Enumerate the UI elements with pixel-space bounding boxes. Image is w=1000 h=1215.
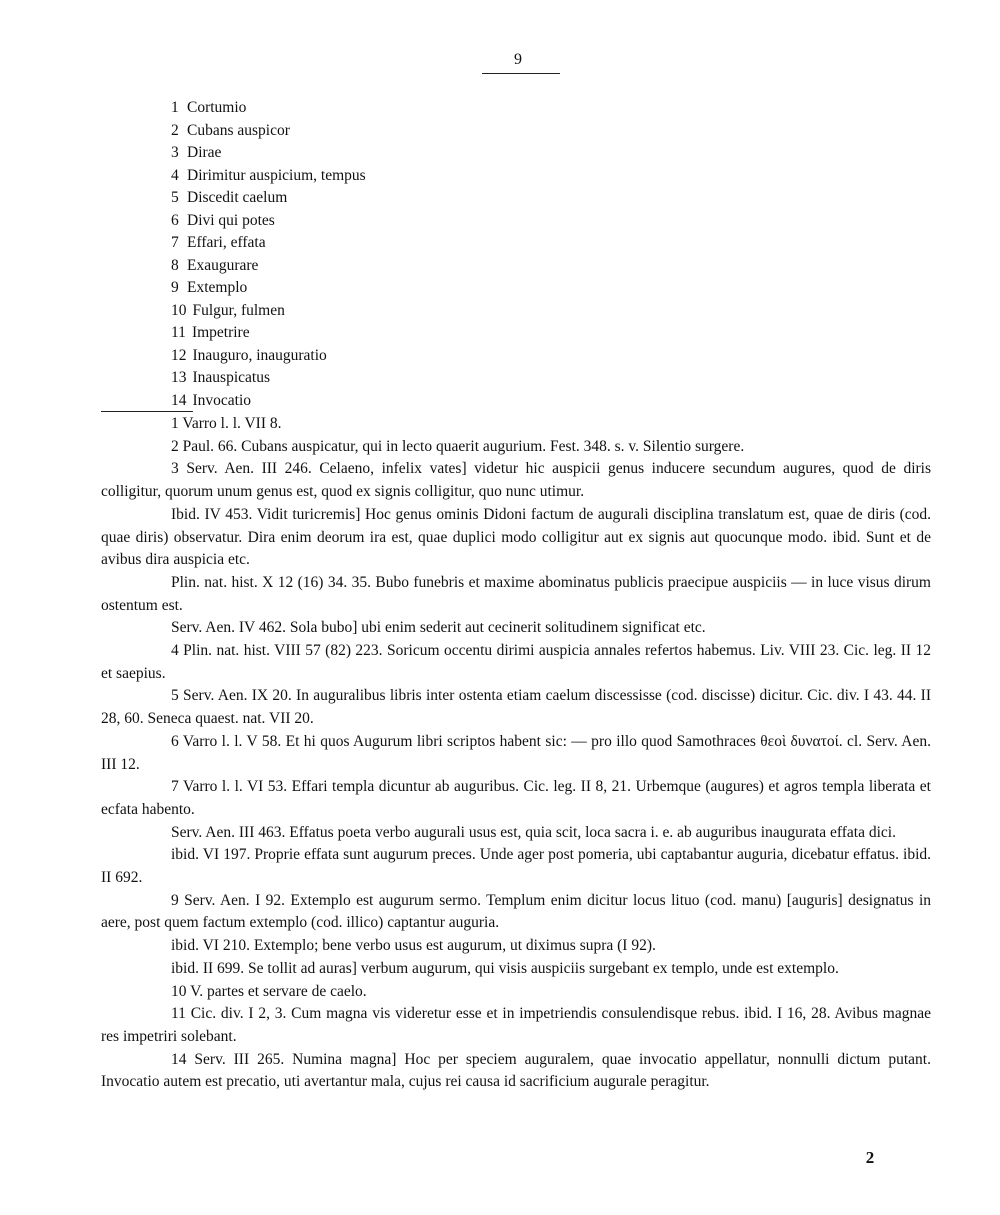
- index-entry: [171, 277, 591, 300]
- index-entry-term: Discedit caelum: [187, 189, 288, 206]
- footnote-paragraph: 2 Paul. 66. Cubans auspicatur, qui in lecto quaerit augurium. Fest. 348. s. v. Silentio surgere.: [171, 437, 745, 455]
- footnote-paragraph: Ibid. IV 453. Vidit turicremis] Hoc genus ominis Didoni factum de augurali disciplina translatum est, quae de diris (cod. quae diris) observatur. Dira enim deorum ira est, quae duplici modo colligitur aut ex signis aut quocunque modo. ibid. Sunt et de avibus dira auspicia etc.: [101, 505, 931, 569]
- index-entry: [171, 165, 591, 188]
- index-entry: [171, 322, 591, 345]
- index-entry: [171, 345, 591, 368]
- index-entry-number: 2: [171, 121, 179, 139]
- index-entry-term: Dirae: [187, 144, 222, 161]
- index-entry-number: 3: [171, 144, 179, 161]
- index-entry: [171, 210, 591, 233]
- index-entry-term: Inauspicatus: [192, 369, 270, 386]
- footnote-paragraph: ibid. VI 197. Proprie effata sunt augurum preces. Unde ager post pomeria, ubi captabantur auguria, dicebatur effatus. ibid. II 692.: [101, 846, 931, 887]
- index-entry-number: 10: [171, 301, 187, 319]
- index-entry-number: 8: [171, 256, 179, 274]
- index-entry: [171, 390, 591, 413]
- index-entry: [171, 120, 591, 143]
- footnote-paragraph: 14 Serv. III 265. Numina magna] Hoc per speciem auguralem, quae invocatio appellatur, nonnulli dictum putant. Invocatio autem est precatio, uti avertantur mala, cujus rei causa id sacrificium augurale peragitur.: [101, 1050, 931, 1091]
- index-entry-number: 11: [171, 324, 186, 341]
- footnote-paragraph: Serv. Aen. IV 462. Sola bubo] ubi enim sederit aut cecinerit solitudinem significat etc.: [171, 619, 706, 637]
- index-entry-term: Cubans auspicor: [187, 121, 290, 139]
- index-entry-term: Cortumio: [187, 99, 247, 116]
- index-entry: [171, 367, 591, 390]
- index-entry: [171, 232, 591, 255]
- index-entry-number: 7: [171, 234, 179, 251]
- index-entry-term: Extemplo: [187, 279, 248, 296]
- footnote-separator: [101, 411, 193, 412]
- footnote-paragraph: 10 V. partes et servare de caelo.: [171, 982, 367, 1000]
- footnote-paragraph: 11 Cic. div. I 2, 3. Cum magna vis videretur esse et in impetriendis consulendisque rebus. ibid. I 16, 28. Avibus magnae res impetriri solebant.: [101, 1005, 931, 1045]
- index-entry: [171, 255, 591, 278]
- footnote-paragraph: ibid. II 699. Se tollit ad auras] verbum augurum, qui visis auspiciis surgebant ex templo, unde est extemplo.: [171, 959, 839, 977]
- footnote-paragraph: 7 Varro l. l. VI 53. Effari templa dicuntur ab auguribus. Cic. leg. II 8, 21. Urbemque (augures) et agros templa liberata et ecfata habento.: [101, 778, 931, 818]
- footnote-paragraph: 9 Serv. Aen. I 92. Extemplo est augurum sermo. Templum enim dicitur locus lituo (cod. manu) [auguris] designatus in aere, post quem factum extemplo (cod. illico) captantur auguria.: [101, 891, 931, 932]
- footnote-paragraph: ibid. VI 210. Extemplo; bene verbo usus est augurum, ut diximus supra (I 92).: [171, 937, 656, 955]
- index-entry-number: 13: [171, 369, 187, 386]
- index-entry: [171, 187, 591, 210]
- footnote-paragraph: 6 Varro l. l. V 58. Et hi quos Augurum libri scriptos habent sic: — pro illo quod Samothraces θεοὶ δυνατοί. cl. Serv. Aen. III 12.: [101, 732, 931, 773]
- index-entry-term: Dirimitur auspicium, tempus: [187, 166, 366, 184]
- index-entry-term: Invocatio: [192, 391, 252, 409]
- term-index-list: [171, 97, 591, 412]
- index-entry-number: 1: [171, 99, 179, 116]
- page-number: 9: [514, 51, 522, 68]
- footnote-paragraph: 5 Serv. Aen. IX 20. In auguralibus libris inter ostenta etiam caelum discessisse (cod. discisse) dicitur. Cic. div. I 43. 44. II 28, 60. Seneca quaest. nat. VII 20.: [101, 687, 931, 728]
- footnote-paragraph: 1 Varro l. l. VII 8.: [171, 415, 282, 432]
- index-entry: [171, 142, 591, 165]
- index-entry-term: Exaugurare: [187, 256, 259, 274]
- index-entry: [171, 300, 591, 323]
- index-entry-number: 9: [171, 279, 179, 296]
- footnote-paragraph: 3 Serv. Aen. III 246. Celaeno, infelix vates] videtur hic auspicii genus inducere secundum augures, quod de diris colligitur, quorum unum genus est, quod ex signis colligitur, quo nunc utimur.: [101, 460, 931, 501]
- index-entry-number: 5: [171, 189, 179, 206]
- index-entry-term: Impetrire: [191, 324, 250, 341]
- index-entry-number: 4: [171, 166, 179, 184]
- footnote-paragraph: Plin. nat. hist. X 12 (16) 34. 35. Bubo funebris et maxime abominatus publicis praecipue auspiciis — in luce visus dirum ostentum est.: [101, 573, 931, 614]
- index-entry: [171, 97, 591, 120]
- index-entry-number: 12: [171, 346, 187, 364]
- index-entry-term: Effari, effata: [187, 234, 266, 251]
- footnotes: [101, 413, 931, 1094]
- index-entry-number: 6: [171, 211, 179, 229]
- index-entry-number: 14: [171, 391, 187, 409]
- footnote-paragraph: 4 Plin. nat. hist. VIII 57 (82) 223. Soricum occentu dirimi auspicia annales refertos habemus. Liv. VIII 23. Cic. leg. II 12 et saepius.: [101, 642, 931, 682]
- index-entry-term: Divi qui potes: [187, 211, 275, 229]
- index-entry-term: Inauguro, inauguratio: [192, 346, 327, 364]
- signature-mark: 2: [865, 1148, 875, 1167]
- header-rule: [482, 73, 560, 74]
- index-entry-term: Fulgur, fulmen: [192, 301, 285, 319]
- footnote-paragraph: Serv. Aen. III 463. Effatus poeta verbo augurali usus est, quia scit, loca sacra i. e. ab auguribus inaugurata effata dici.: [171, 823, 896, 841]
